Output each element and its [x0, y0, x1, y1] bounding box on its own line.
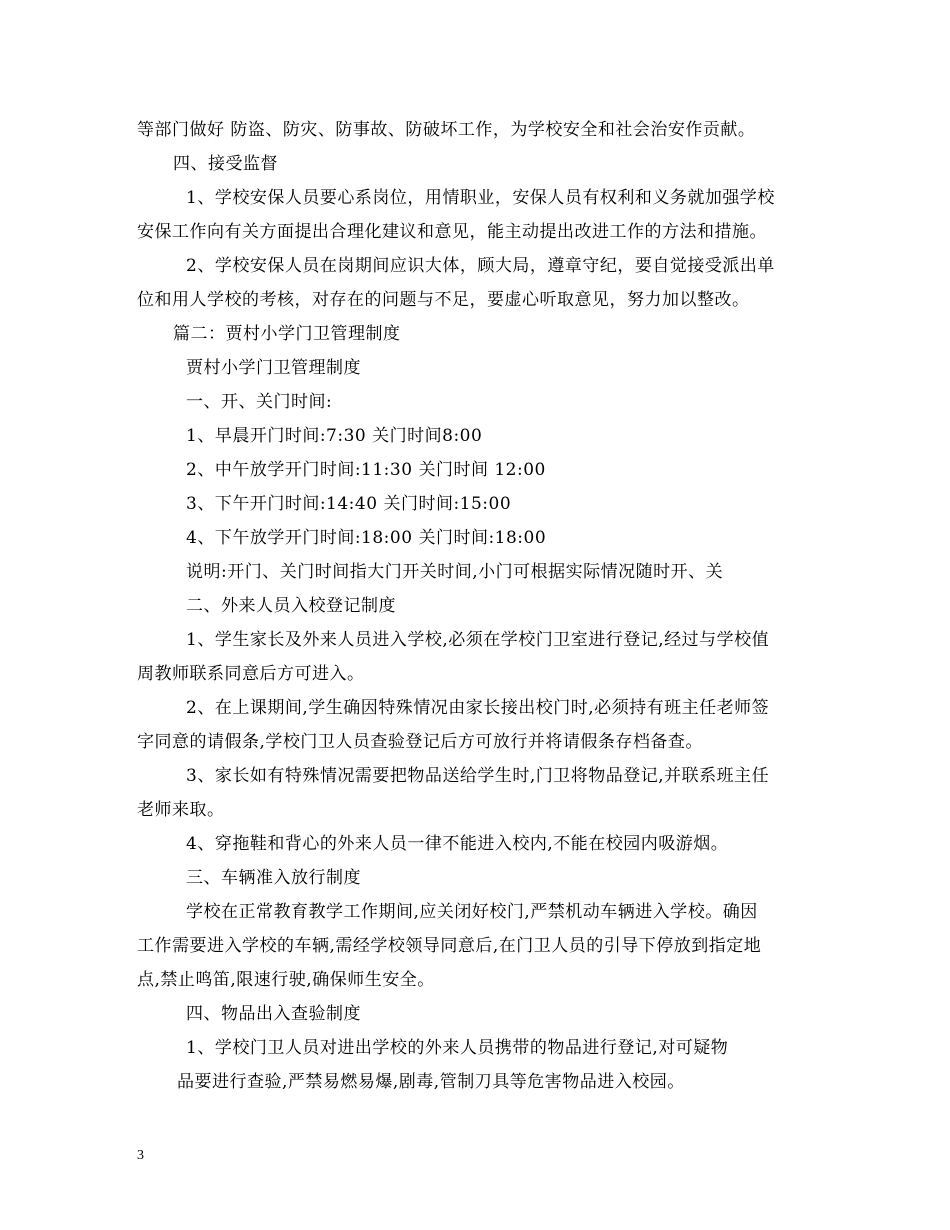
- hours-item-4: 4、下午放学开门时间:18:00 关门时间:18:00: [186, 528, 547, 548]
- text-line-6: 位和用人学校的考核，对存在的问题与不足，要虚心听取意见，努力加以整改。: [137, 290, 750, 310]
- text-line-17: 周教师联系同意后方可进入。: [137, 664, 365, 684]
- text-line-18: 2、在上课期间,学生确因特殊情况由家长接出校门时,必须持有班主任老师签: [186, 698, 770, 718]
- text-line-21: 老师来取。: [137, 800, 225, 820]
- text-line-16: 1、学生家长及外来人员进入学校,必须在学校门卫室进行登记,经过与学校值: [186, 630, 770, 650]
- text-line-28: 1、学校门卫人员对进出学校的外来人员携带的物品进行登记,对可疑物: [186, 1038, 729, 1058]
- section-heading-hours: 一、开、关门时间:: [186, 392, 333, 412]
- page-number: 3: [137, 1148, 144, 1163]
- text-line-5: 2、学校安保人员在岗期间应识大体，顾大局，遵章守纪，要自觉接受派出单: [186, 256, 775, 276]
- text-line-4: 安保工作向有关方面提出合理化建议和意见，能主动提出改进工作的方法和措施。: [137, 222, 767, 242]
- text-line-22: 4、穿拖鞋和背心的外来人员一律不能进入校内,不能在校园内吸游烟。: [186, 834, 729, 854]
- text-line-26: 点,禁止鸣笛,限速行驶,确保师生安全。: [137, 970, 435, 990]
- section-heading-vehicles: 三、车辆准入放行制度: [186, 868, 361, 888]
- chapter-heading: 篇二：贾村小学门卫管理制度: [173, 324, 401, 344]
- hours-item-3: 3、下午开门时间:14:40 关门时间:15:00: [186, 494, 512, 514]
- text-line-20: 3、家长如有特殊情况需要把物品送给学生时,门卫将物品登记,并联系班主任: [186, 766, 770, 786]
- section-heading-supervision: 四、接受监督: [173, 154, 278, 174]
- section-heading-items: 四、物品出入查验制度: [186, 1004, 361, 1024]
- text-line-24: 学校在正常教育教学工作期间,应关闭好校门,严禁机动车辆进入学校。确因: [186, 902, 758, 922]
- hours-note: 说明:开门、关门时间指大门开关时间,小门可根据实际情况随时开、关: [186, 562, 724, 582]
- hours-item-2: 2、中午放学开门时间:11:30 关门时间 12:00: [186, 460, 546, 480]
- text-line-25: 工作需要进入学校的车辆,需经学校领导同意后,在门卫人员的引导下停放到指定地: [137, 936, 762, 956]
- text-line-3: 1、学校安保人员要心系岗位，用情职业，安保人员有权利和义务就加强学校: [186, 188, 775, 208]
- section-heading-visitors: 二、外来人员入校登记制度: [186, 596, 396, 616]
- text-line-1: 等部门做好 防盗、防灾、防事故、防破坏工作，为学校安全和社会治安作贡献。: [137, 120, 756, 140]
- text-line-29: 品要进行查验,严禁易燃易爆,剧毒,管制刀具等危害物品进入校园。: [177, 1072, 685, 1092]
- hours-item-1: 1、早晨开门时间:7:30 关门时间8:00: [186, 426, 483, 446]
- document-title: 贾村小学门卫管理制度: [186, 358, 361, 378]
- text-line-19: 字同意的请假条,学校门卫人员查验登记后方可放行并将请假条存档备查。: [137, 732, 703, 752]
